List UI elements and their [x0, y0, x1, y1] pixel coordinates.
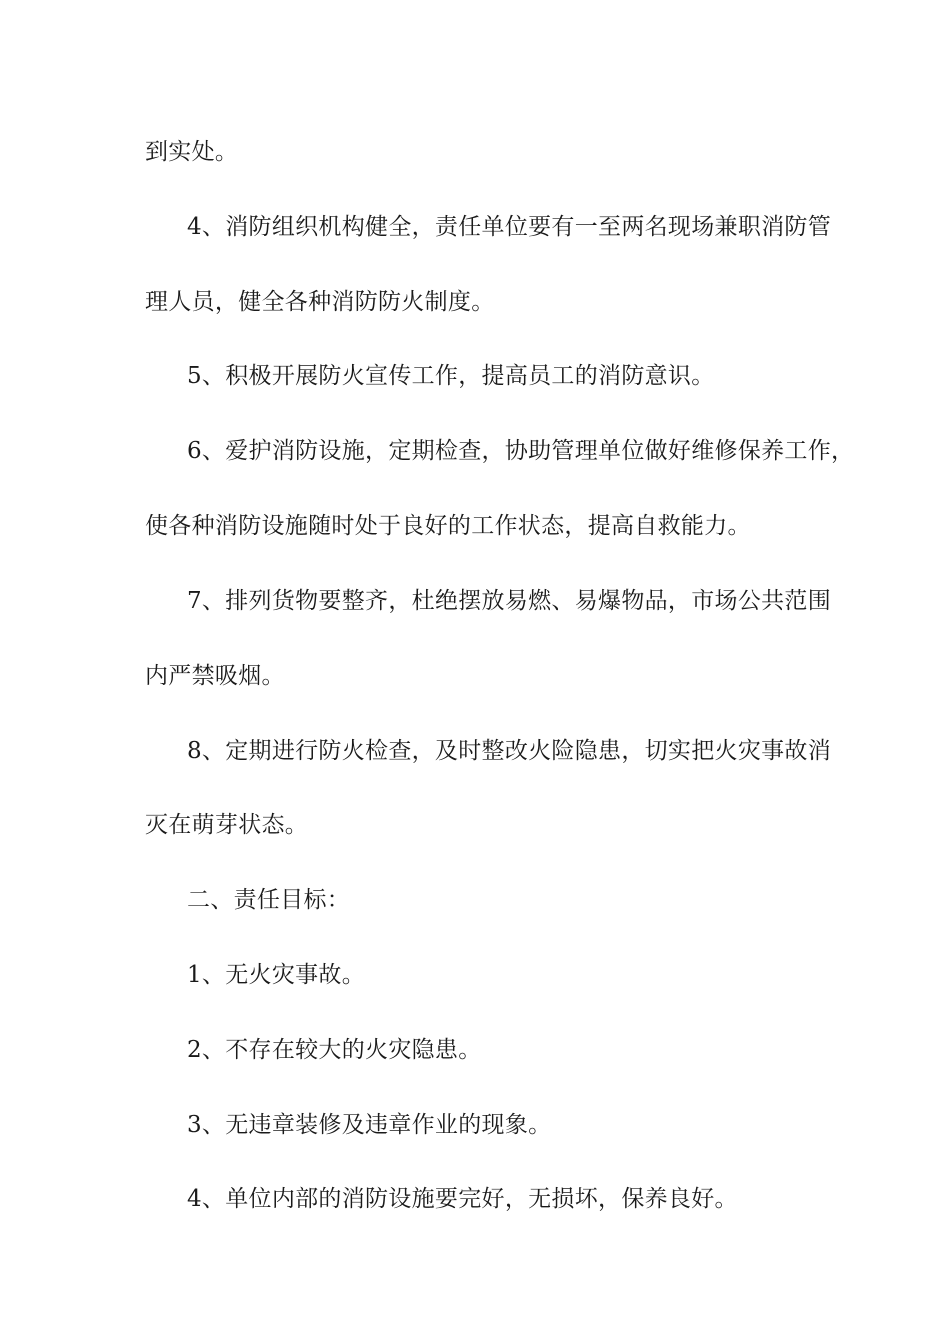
- text-line: 8、定期进行防火检查，及时整改火险隐患，切实把火灾事故消: [187, 738, 832, 764]
- text-line: 使各种消防设施随时处于良好的工作状态，提高自救能力。: [145, 513, 751, 539]
- text-line: 内严禁吸烟。: [145, 663, 285, 689]
- text-line: 5、积极开展防火宣传工作，提高员工的消防意识。: [187, 363, 715, 389]
- text-line: 1、无火灾事故。: [187, 962, 366, 988]
- text-line: 4、消防组织机构健全，责任单位要有一至两名现场兼职消防管: [187, 214, 832, 240]
- text-line: 4、单位内部的消防设施要完好，无损坏，保养良好。: [187, 1186, 738, 1212]
- text-line: 理人员，健全各种消防防火制度。: [145, 289, 495, 315]
- text-line: 7、排列货物要整齐，杜绝摆放易燃、易爆物品，市场公共范围: [187, 588, 832, 614]
- text-line: 6、爱护消防设施，定期检查，协助管理单位做好维修保养工作，: [187, 438, 855, 464]
- text-line: 到实处。: [145, 139, 239, 165]
- text-line: 2、不存在较大的火灾隐患。: [187, 1037, 482, 1063]
- text-line: 3、无违章装修及违章作业的现象。: [187, 1112, 552, 1138]
- text-line: 灭在萌芽状态。: [145, 812, 309, 838]
- section-heading: 二、责任目标：: [187, 887, 351, 913]
